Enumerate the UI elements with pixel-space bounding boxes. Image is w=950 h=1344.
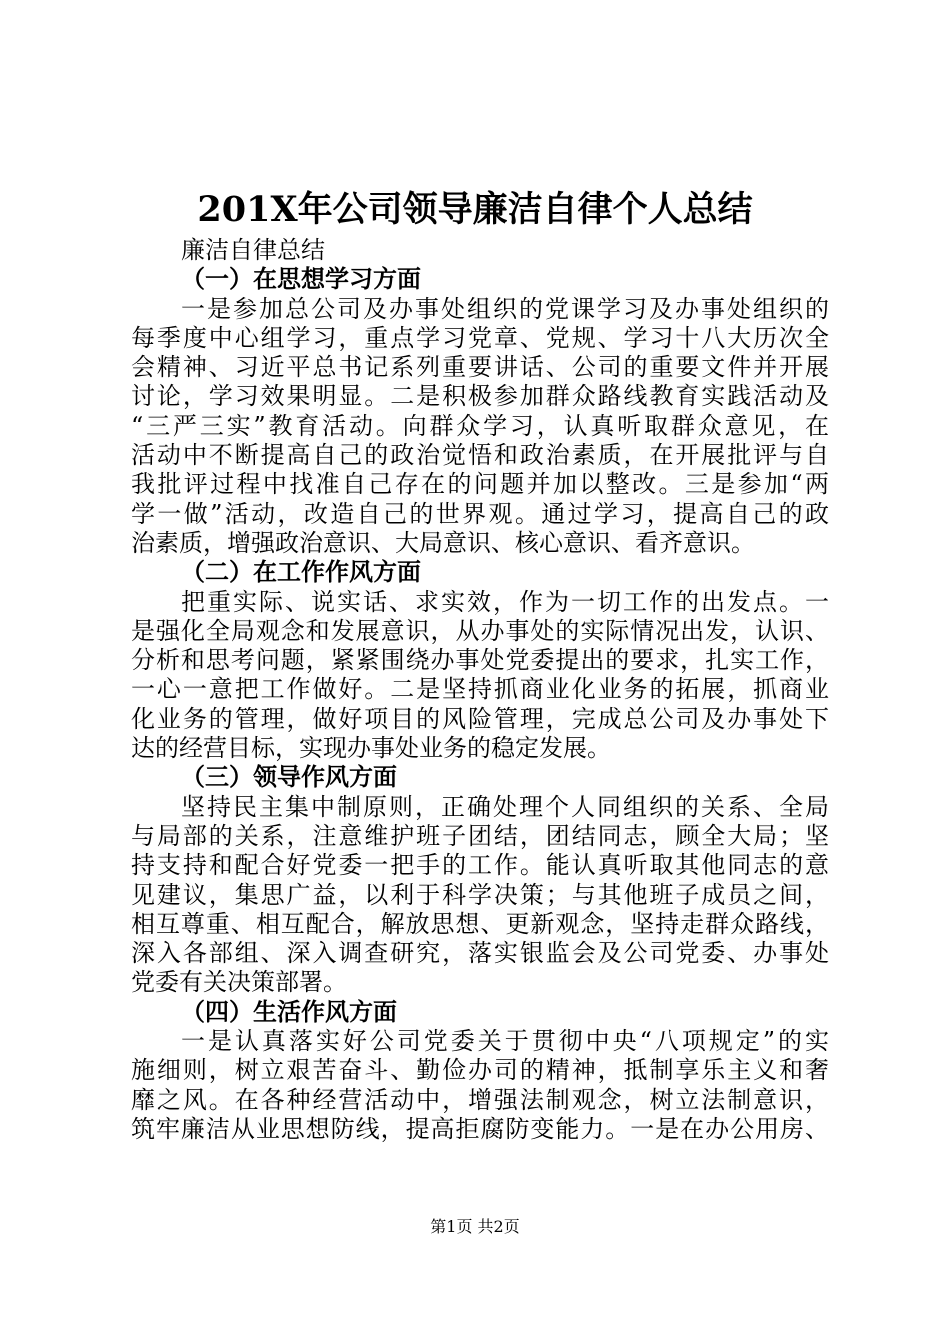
paragraph-line: 一是认真落实好公司党委关于贯彻中央“八项规定”的实 bbox=[181, 1027, 829, 1056]
paragraph-line: 见建议，集思广益，以利于科学决策；与其他班子成员之间， bbox=[131, 880, 829, 909]
paragraph-line: “三严三实”教育活动。向群众学习，认真听取群众意见，在 bbox=[131, 411, 829, 440]
paragraph-line: 靡之风。在各种经营活动中，增强法制观念，树立法制意识， bbox=[131, 1085, 829, 1114]
paragraph-line: 每季度中心组学习，重点学习党章、党规、学习十八大历次全 bbox=[131, 323, 829, 352]
page-footer: 第1页 共2页 bbox=[430, 1217, 520, 1236]
paragraph-line: 坚持民主集中制原则，正确处理个人同组织的关系、全局 bbox=[181, 792, 829, 821]
section-heading: （四）生活作风方面 bbox=[181, 997, 397, 1026]
paragraph-line: 是强化全局观念和发展意识，从办事处的实际情况出发，认识、 bbox=[131, 616, 829, 645]
document-title: 201X年公司领导廉洁自律个人总结 bbox=[197, 189, 753, 230]
paragraph-line: 我批评过程中找准自己存在的问题并加以整改。三是参加“两 bbox=[131, 470, 829, 499]
document-subtitle: 廉洁自律总结 bbox=[181, 236, 325, 264]
paragraph-line: 施细则，树立艰苦奋斗、勤俭办司的精神，抵制享乐主义和奢 bbox=[131, 1056, 829, 1085]
paragraph-line: 会精神、习近平总书记系列重要讲话、公司的重要文件并开展 bbox=[131, 353, 829, 382]
paragraph-line: 相互尊重、相互配合，解放思想、更新观念，坚持走群众路线， bbox=[131, 909, 829, 938]
paragraph-line: 达的经营目标，实现办事处业务的稳定发展。 bbox=[131, 734, 611, 763]
paragraph-line: 党委有关决策部署。 bbox=[131, 968, 347, 997]
paragraph-line: 把重实际、说实话、求实效，作为一切工作的出发点。一 bbox=[181, 587, 829, 616]
paragraph-line: 筑牢廉洁从业思想防线，提高拒腐防变能力。一是在办公用房、 bbox=[131, 1114, 829, 1143]
document-body bbox=[131, 236, 829, 1144]
paragraph-line: 讨论，学习效果明显。二是积极参加群众路线教育实践活动及 bbox=[131, 382, 829, 411]
section-heading: （二）在工作作风方面 bbox=[181, 558, 421, 587]
section-heading: （三）领导作风方面 bbox=[181, 763, 397, 792]
paragraph-line: 化业务的管理，做好项目的风险管理，完成总公司及办事处下 bbox=[131, 704, 829, 733]
paragraph-line: 与局部的关系，注意维护班子团结，团结同志，顾全大局；坚 bbox=[131, 821, 829, 850]
paragraph-line: 持支持和配合好党委一把手的工作。能认真听取其他同志的意 bbox=[131, 851, 829, 880]
paragraph-line: 学一做”活动，改造自己的世界观。通过学习，提高自己的政 bbox=[131, 499, 829, 528]
paragraph-line: 深入各部组、深入调查研究，落实银监会及公司党委、办事处 bbox=[131, 939, 829, 968]
paragraph-line: 活动中不断提高自己的政治觉悟和政治素质，在开展批评与自 bbox=[131, 441, 829, 470]
paragraph-line: 一心一意把工作做好。二是坚持抓商业化业务的拓展，抓商业 bbox=[131, 675, 829, 704]
paragraph-line: 治素质，增强政治意识、大局意识、核心意识、看齐意识。 bbox=[131, 528, 755, 557]
paragraph-line: 分析和思考问题，紧紧围绕办事处党委提出的要求，扎实工作， bbox=[131, 646, 829, 675]
section-heading: （一）在思想学习方面 bbox=[181, 265, 421, 294]
paragraph-line: 一是参加总公司及办事处组织的党课学习及办事处组织的 bbox=[181, 294, 829, 323]
